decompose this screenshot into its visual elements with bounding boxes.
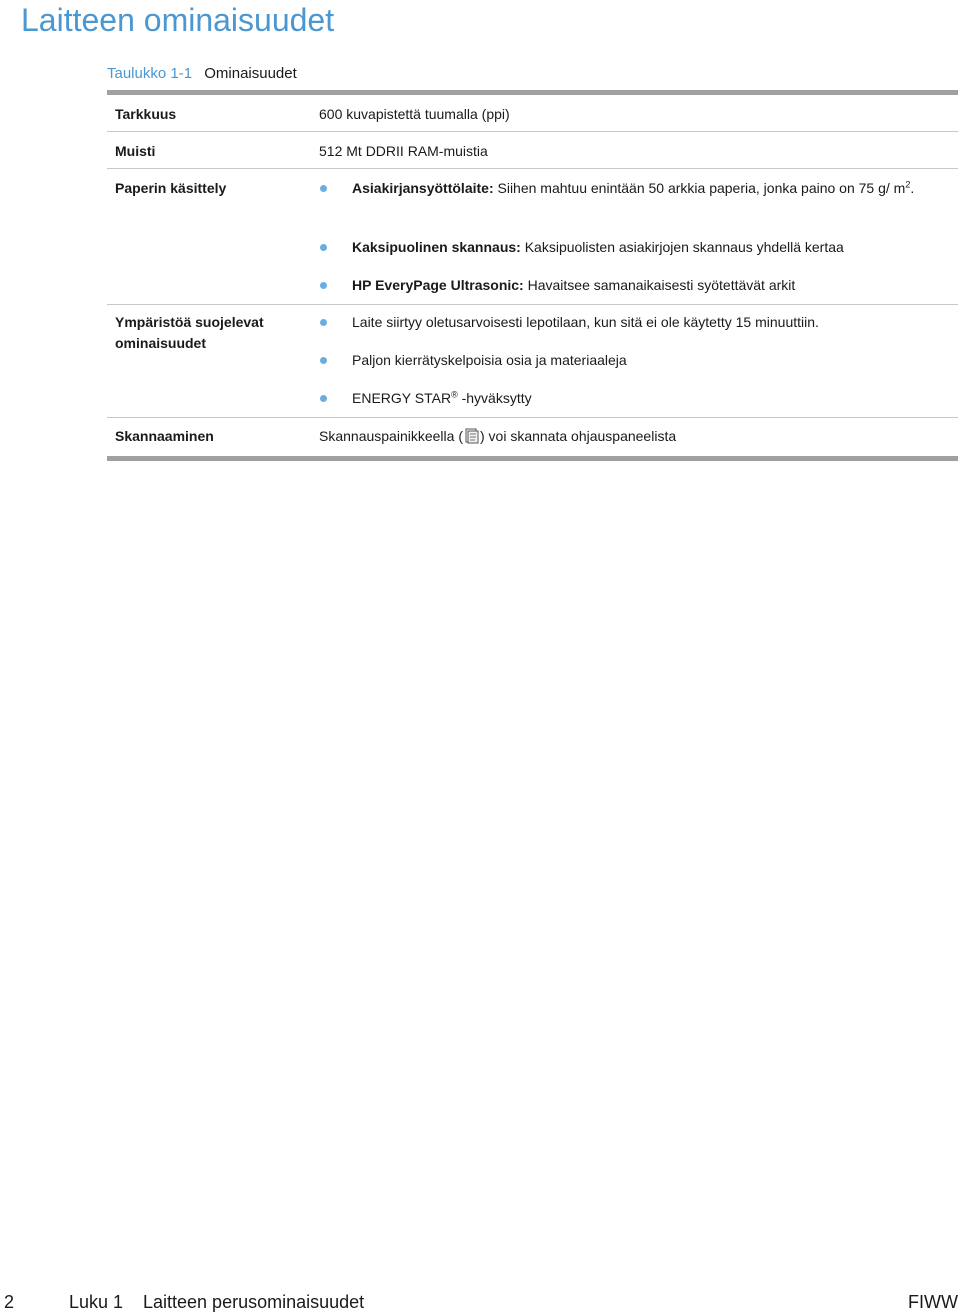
bullet-text: ENERGY STAR	[352, 390, 452, 406]
page-title: Laitteen ominaisuudet	[21, 2, 335, 38]
superscript: 2	[905, 179, 911, 190]
scan-button-icon	[464, 428, 479, 444]
bullet-dot	[320, 357, 327, 364]
table-caption	[107, 64, 297, 84]
footer-code: FIWW	[908, 1292, 958, 1312]
bullet-term: HP EveryPage Ultrasonic:	[352, 277, 524, 293]
row-divider	[107, 131, 958, 132]
table-bottom-rule	[107, 456, 958, 461]
row-divider	[107, 417, 958, 418]
bullet-dot	[320, 395, 327, 402]
footer-page-number: 2	[4, 1292, 15, 1312]
footer-chapter-title: Laitteen perusominaisuudet	[143, 1292, 365, 1312]
bullet-term: Kaksipuolinen skannaus:	[352, 239, 521, 255]
row-label-paper-handling: Paperin käsittely	[115, 180, 227, 196]
bullet-dot	[320, 319, 327, 326]
bullet-text: Paljon kierrätyskelpoisia osia ja materiaaleja	[352, 352, 627, 368]
table-title: Ominaisuudet	[204, 65, 297, 82]
bullet-text: Laite siirtyy oletusarvoisesti lepotilaan, kun sitä ei ole käytetty 15 minuuttiin.	[352, 314, 819, 330]
bullet-item-recyclable	[319, 350, 944, 371]
bullet-item-energy-star	[319, 388, 944, 409]
row-label-memory: Muisti	[115, 143, 156, 159]
bullet-item-everypage	[319, 275, 944, 296]
row-value-scanning	[319, 426, 944, 447]
row-label-environmental: Ympäristöä suojelevat ominaisuudet	[115, 314, 264, 351]
bullet-dot	[320, 185, 327, 192]
bullet-item-adf	[319, 178, 919, 199]
bullet-dot	[320, 282, 327, 289]
bullet-text: Kaksipuolisten asiakirjojen skannaus yhdellä kertaa	[520, 239, 844, 255]
bullet-tail: -hyväksytty	[457, 390, 532, 406]
footer-chapter: Luku 1	[69, 1292, 124, 1312]
row-divider	[107, 304, 958, 305]
bullet-item-sleep	[319, 312, 944, 333]
bullet-term: Asiakirjansyöttölaite:	[352, 180, 494, 196]
scan-text-before: Skannauspainikkeella (	[319, 428, 463, 444]
row-value-resolution: 600 kuvapistettä tuumalla (ppi)	[319, 106, 510, 122]
table-number: Taulukko 1-1	[107, 65, 193, 82]
bullet-tail: .	[910, 180, 915, 196]
row-value-memory: 512 Mt DDRII RAM-muistia	[319, 143, 488, 159]
bullet-item-duplex	[319, 237, 944, 258]
bullet-dot	[320, 244, 327, 251]
bullet-text: Siihen mahtuu enintään 50 arkkia paperia, jonka paino on 75 g/ m	[493, 180, 906, 196]
row-label-resolution: Tarkkuus	[115, 106, 177, 122]
scan-text-after: ) voi skannata ohjauspaneelista	[479, 428, 677, 444]
row-label-scanning: Skannaaminen	[115, 428, 214, 444]
registered-mark: ®	[451, 389, 458, 400]
row-divider	[107, 168, 958, 169]
table-top-rule	[107, 90, 958, 95]
bullet-text: Havaitsee samanaikaisesti syötettävät arkit	[523, 277, 796, 293]
